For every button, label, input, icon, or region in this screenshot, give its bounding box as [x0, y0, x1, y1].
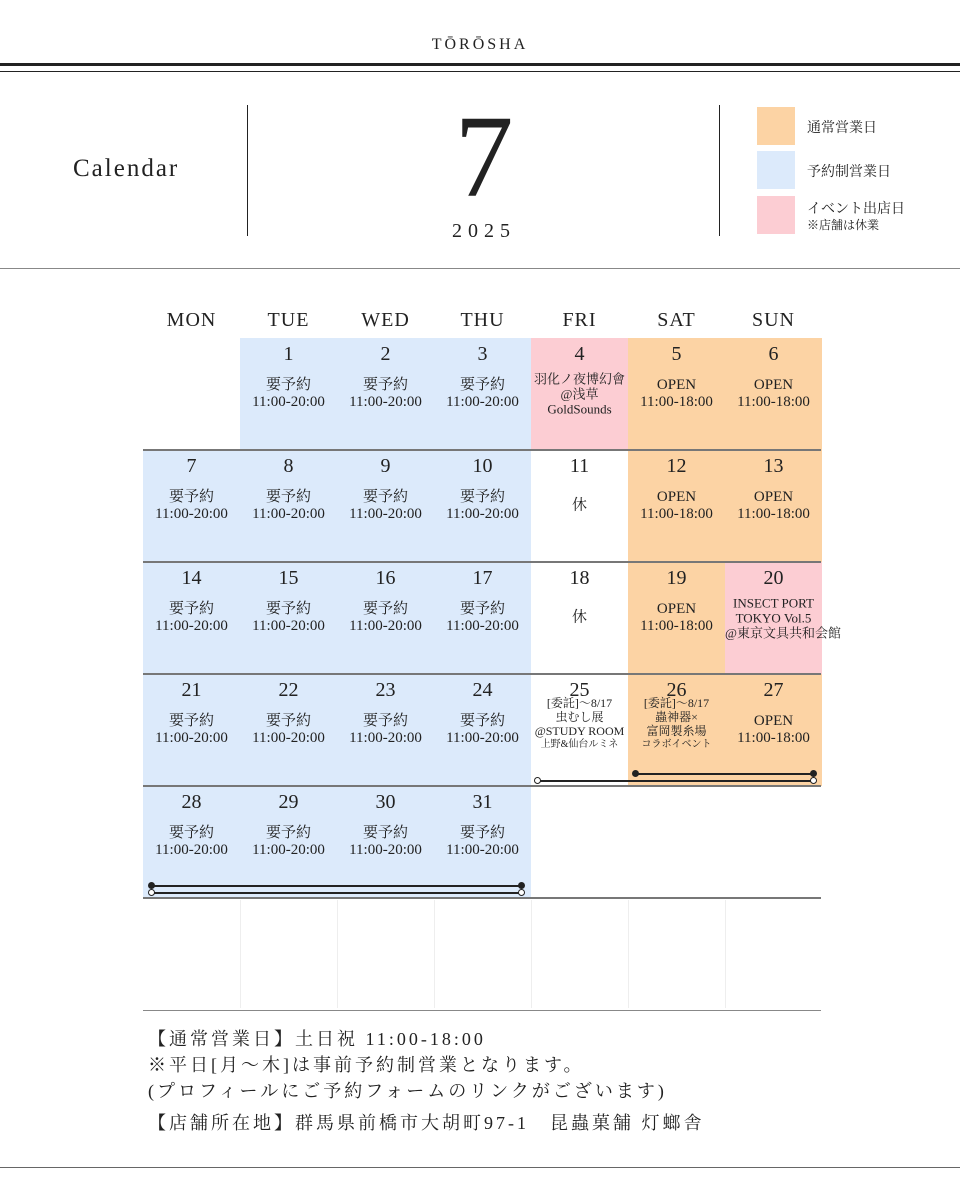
day-cell-6 [725, 338, 822, 450]
footer-notes [148, 1026, 705, 1136]
day-info [531, 498, 628, 515]
day-info [531, 610, 628, 627]
day-cell-29 [240, 786, 337, 898]
day-info-line: 上野&仙台ルミネ [540, 739, 619, 750]
day-info-line: 11:00-20:00 [446, 730, 519, 746]
day-info-line: INSECT PORT [733, 595, 814, 611]
legend-swatch-regular [757, 107, 795, 145]
day-info-line: 要予約 [362, 601, 408, 617]
day-info-line: 虫むし展 [555, 710, 604, 724]
day-cell-5 [628, 338, 725, 450]
day-info [337, 825, 434, 859]
year: 2025 [452, 220, 516, 242]
day-info [628, 601, 725, 635]
day-info-line: 11:00-20:00 [252, 506, 325, 522]
day-cell-14 [143, 562, 240, 674]
day-number: 9 [380, 455, 391, 477]
weekday-sat: SAT [657, 309, 696, 331]
period-start-open-dot [148, 889, 155, 896]
week-divider [143, 561, 821, 563]
day-info [725, 377, 822, 411]
day-cell-27 [725, 674, 822, 786]
footer-address: 【店舗所在地】群馬県前橋市大胡町97-1 昆蟲菓舗 灯螂舎 [148, 1113, 705, 1133]
day-cell-21 [143, 674, 240, 786]
day-info-line: @東京文具共和会館 [725, 625, 841, 641]
day-info-line: 要予約 [168, 713, 214, 729]
day-info [143, 713, 240, 747]
day-cell-2 [337, 338, 434, 450]
day-cell-3 [434, 338, 531, 450]
period-end-dot [518, 882, 525, 889]
day-info [240, 377, 337, 411]
day-info-line: 11:00-20:00 [349, 506, 422, 522]
day-info-line: 11:00-20:00 [446, 842, 519, 858]
day-info-line: OPEN [753, 489, 794, 505]
day-info-line: OPEN [656, 601, 697, 617]
day-info [434, 377, 531, 411]
day-info-line: [委託]〜8/17 [546, 696, 613, 710]
day-info-line: 富岡製糸場 [646, 724, 707, 738]
header-divider-left [247, 105, 248, 236]
day-cell-13 [725, 450, 822, 562]
day-number: 30 [375, 791, 396, 813]
day-info-line: 要予約 [362, 489, 408, 505]
day-cell-31 [434, 786, 531, 898]
day-info-line: 要予約 [362, 825, 408, 841]
day-info-line: OPEN [656, 489, 697, 505]
day-number: 10 [472, 455, 493, 477]
day-number: 16 [375, 567, 396, 589]
day-cell-10 [434, 450, 531, 562]
month-number: 7 [454, 91, 514, 222]
day-info-line: 11:00-18:00 [640, 506, 713, 522]
empty-grid-line [628, 900, 629, 1008]
day-info [434, 713, 531, 747]
day-info-line: 11:00-20:00 [252, 842, 325, 858]
header-rule-thin [0, 71, 960, 72]
day-cell-22 [240, 674, 337, 786]
week-divider [143, 673, 821, 675]
day-info-line: 11:00-20:00 [155, 506, 228, 522]
day-cell-18 [531, 562, 628, 674]
day-cell-1 [240, 338, 337, 450]
legend-label-event: イベント出店日 [807, 202, 905, 217]
calendar-label: Calendar [73, 155, 180, 182]
day-info-line: 11:00-18:00 [737, 730, 810, 746]
day-number: 3 [477, 343, 488, 365]
weekday-mon: MON [166, 309, 217, 331]
day-number: 14 [181, 567, 202, 589]
day-info [434, 489, 531, 523]
day-info-line: TOKYO Vol.5 [735, 610, 812, 626]
day-info-line: 蟲神器× [655, 710, 698, 724]
weekday-fri: FRI [562, 309, 597, 331]
day-info-line: 要予約 [459, 377, 505, 393]
day-cell-30 [337, 786, 434, 898]
day-number: 18 [569, 567, 590, 589]
day-info-line: コラボイベント [641, 739, 712, 750]
day-info [434, 825, 531, 859]
day-info-line: 11:00-20:00 [349, 618, 422, 634]
footer-profile-note: (プロフィールにご予約フォームのリンクがございます) [148, 1081, 667, 1101]
day-info-line: 要予約 [459, 825, 505, 841]
day-info [434, 601, 531, 635]
day-cell-19 [628, 562, 725, 674]
day-number: 23 [375, 679, 396, 701]
day-info-line: 要予約 [459, 601, 505, 617]
day-info-line: 11:00-20:00 [252, 730, 325, 746]
footer-hours: 【通常営業日】土日祝 11:00-18:00 [148, 1029, 486, 1049]
day-number: 8 [283, 455, 294, 477]
day-number: 28 [181, 791, 202, 813]
day-info [240, 601, 337, 635]
day-number: 15 [278, 567, 299, 589]
period-start-dot [148, 882, 155, 889]
day-info-line: OPEN [753, 377, 794, 393]
day-info-line: @STUDY ROOM [534, 724, 625, 738]
day-number: 21 [181, 679, 202, 701]
day-info-line: 11:00-20:00 [349, 394, 422, 410]
day-info-line: OPEN [753, 713, 794, 729]
day-number: 1 [283, 343, 294, 365]
day-cell-4 [531, 338, 628, 450]
empty-grid-line [434, 900, 435, 1008]
day-number: 2 [380, 343, 391, 365]
day-info [531, 372, 628, 417]
bottom-rule [0, 1167, 960, 1168]
day-info-line: OPEN [656, 377, 697, 393]
day-info-line: 11:00-20:00 [155, 730, 228, 746]
day-info-line: [委託]〜8/17 [643, 696, 710, 710]
day-number: 25 [569, 679, 590, 701]
day-info-line: 休 [571, 497, 587, 514]
day-number: 24 [472, 679, 493, 701]
period-line-solid [153, 885, 521, 887]
brand-logo: TŌRŌSHA [431, 36, 529, 53]
day-info-line: GoldSounds [547, 401, 612, 417]
day-number: 4 [574, 343, 585, 365]
period-end-dot [810, 770, 817, 777]
footer-weekday-note: ※平日[月〜木]は事前予約制営業となります。 [148, 1055, 585, 1075]
day-info-line: 11:00-20:00 [252, 618, 325, 634]
day-info [725, 595, 841, 641]
day-info [337, 601, 434, 635]
day-info-line: 要予約 [168, 825, 214, 841]
day-info-line: 羽化ノ夜博幻會 [533, 371, 625, 387]
day-info [143, 489, 240, 523]
day-info-line: 11:00-18:00 [640, 394, 713, 410]
day-info [240, 489, 337, 523]
day-info-line: 11:00-18:00 [737, 506, 810, 522]
day-info [337, 377, 434, 411]
weekday-tue: TUE [267, 309, 310, 331]
period-start-open-dot [534, 777, 541, 784]
day-info [143, 601, 240, 635]
day-number: 20 [763, 567, 784, 589]
day-number: 17 [472, 567, 493, 589]
week-divider [143, 785, 821, 787]
day-info-line: @浅草 [560, 386, 599, 402]
day-info-line: 11:00-20:00 [349, 730, 422, 746]
day-info [240, 713, 337, 747]
period-line-solid [637, 773, 812, 775]
day-info-line: 要予約 [362, 377, 408, 393]
day-number: 29 [278, 791, 299, 813]
day-info-line: 11:00-20:00 [446, 394, 519, 410]
legend-swatch-reserve [757, 151, 795, 189]
day-info-line: 11:00-20:00 [446, 506, 519, 522]
footer-rule [143, 1010, 821, 1011]
legend-swatch-event [757, 196, 795, 234]
day-info [725, 489, 822, 523]
day-info [725, 713, 822, 747]
day-cell-17 [434, 562, 531, 674]
empty-grid-line [240, 900, 241, 1008]
day-cell-15 [240, 562, 337, 674]
day-info [240, 825, 337, 859]
day-info-line: 要予約 [265, 601, 311, 617]
day-number: 5 [671, 343, 682, 365]
day-info-line: 要予約 [265, 825, 311, 841]
day-info-line: 11:00-20:00 [446, 618, 519, 634]
day-info-line: 11:00-20:00 [155, 618, 228, 634]
day-cell-12 [628, 450, 725, 562]
day-info [628, 696, 725, 752]
period-start-dot [632, 770, 639, 777]
empty-grid-line [337, 900, 338, 1008]
day-number: 31 [472, 791, 493, 813]
day-info [337, 489, 434, 523]
day-info-line: 要予約 [168, 489, 214, 505]
day-number: 6 [768, 343, 779, 365]
day-number: 22 [278, 679, 299, 701]
day-info-line: 要予約 [362, 713, 408, 729]
day-number: 27 [763, 679, 784, 701]
day-number: 13 [763, 455, 784, 477]
day-info-line: 休 [571, 609, 587, 626]
empty-grid-line [725, 900, 726, 1008]
weekday-wed: WED [361, 309, 410, 331]
day-cell-24 [434, 674, 531, 786]
day-number: 11 [569, 455, 590, 477]
header-divider-right [719, 105, 720, 236]
empty-grid-line [531, 900, 532, 1008]
weekday-thu: THU [460, 309, 505, 331]
day-cell-8 [240, 450, 337, 562]
day-cell-25 [531, 674, 628, 786]
day-info-line: 要予約 [265, 713, 311, 729]
week-divider [143, 449, 821, 451]
weekday-sun: SUN [751, 309, 795, 331]
period-end-open-dot [810, 777, 817, 784]
day-info-line: 11:00-20:00 [252, 394, 325, 410]
week-divider [143, 897, 821, 899]
day-cell-16 [337, 562, 434, 674]
period-end-open-dot [518, 889, 525, 896]
day-info [628, 377, 725, 411]
day-info-line: 11:00-20:00 [349, 842, 422, 858]
day-info [143, 825, 240, 859]
day-info-line: 要予約 [168, 601, 214, 617]
day-cell-11 [531, 450, 628, 562]
section-rule [0, 268, 960, 269]
day-info-line: 11:00-18:00 [737, 394, 810, 410]
day-number: 12 [666, 455, 687, 477]
day-cell-9 [337, 450, 434, 562]
header-rule-thick [0, 63, 960, 66]
day-number: 19 [666, 567, 687, 589]
legend-sublabel-event: ※店舗は休業 [807, 218, 880, 232]
day-info [337, 713, 434, 747]
day-number: 7 [186, 455, 197, 477]
day-info-line: 11:00-18:00 [640, 618, 713, 634]
day-info-line: 11:00-20:00 [155, 842, 228, 858]
legend-label-reserve: 予約制営業日 [807, 165, 891, 180]
day-number: 26 [666, 679, 687, 701]
day-info-line: 要予約 [265, 489, 311, 505]
day-info-line: 要予約 [265, 377, 311, 393]
legend-label-regular: 通常営業日 [807, 121, 877, 136]
day-cell-7 [143, 450, 240, 562]
period-line-outline [540, 780, 812, 782]
day-cell-20 [725, 562, 841, 674]
day-info [628, 489, 725, 523]
day-info [531, 696, 628, 752]
period-line-outline [153, 892, 521, 894]
day-info-line: 要予約 [459, 713, 505, 729]
day-cell-26 [628, 674, 725, 786]
day-cell-23 [337, 674, 434, 786]
day-cell-28 [143, 786, 240, 898]
day-info-line: 要予約 [459, 489, 505, 505]
